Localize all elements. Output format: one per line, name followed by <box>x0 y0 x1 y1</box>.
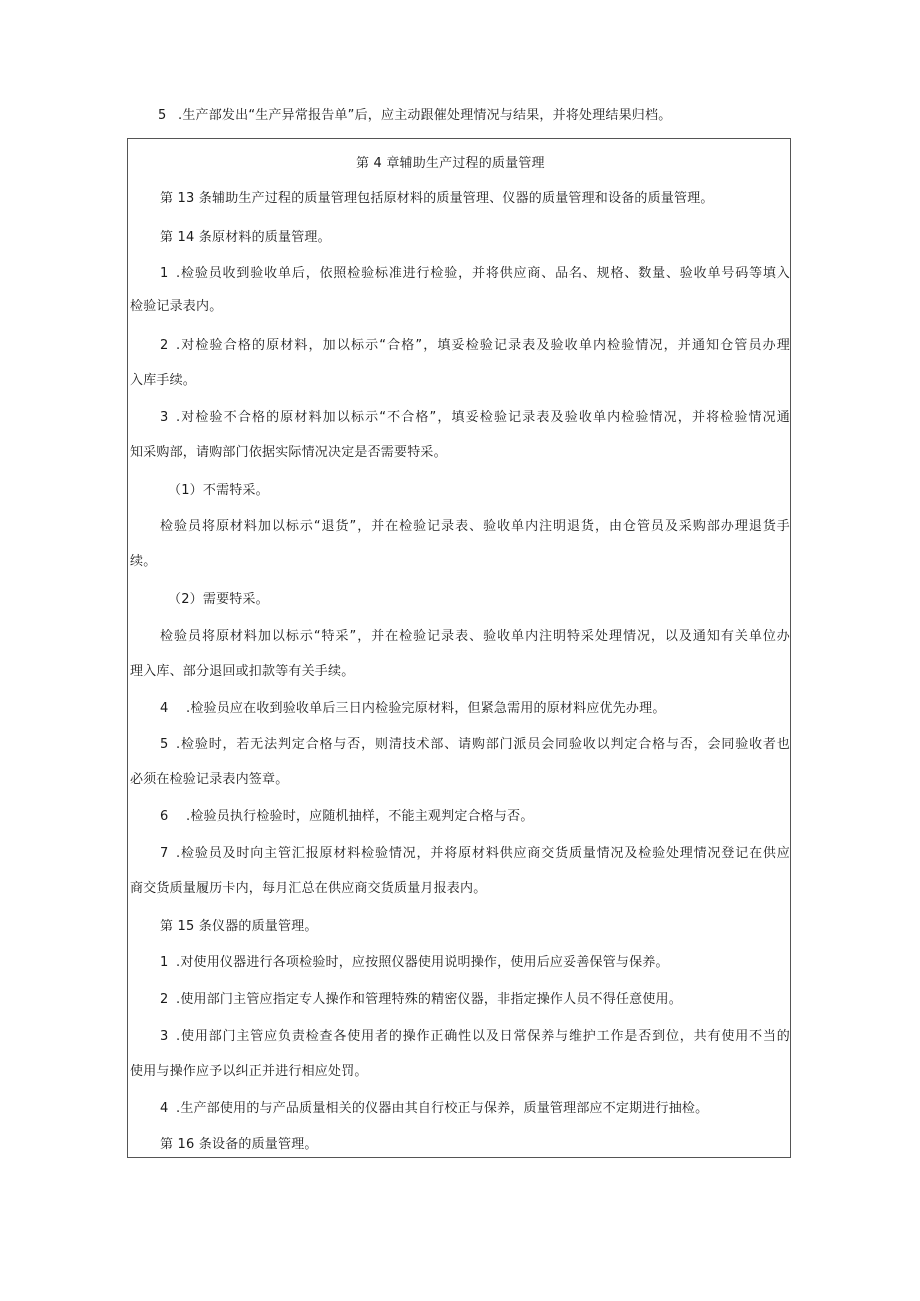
article-14-item-5-line-1 <box>160 736 790 754</box>
item-text: .检验员应在收到验收单后三日内检验完原材料，但紧急需用的原材料应优先办理。 <box>186 701 666 716</box>
article-14-item-5-line-2: 必须在检验记录表内签章。 <box>130 772 289 787</box>
item-number: 6 <box>160 809 169 824</box>
item-number: 1 <box>160 266 169 281</box>
item-text: .使用部门主管应指定专人操作和管理特殊的精密仪器，非指定操作人员不得任意使用。 <box>176 992 682 1007</box>
article-14-title: 第 14 条原材料的质量管理。 <box>160 230 331 245</box>
sub-2-title: （2）需要特采。 <box>168 592 269 607</box>
item-number: 3 <box>160 410 169 425</box>
item-text: .对检验不合格的原材料加以标示“不合格”，填妥检验记录表及验收单内检验情况，并将检验情况通 <box>176 410 790 425</box>
top-item-number: 5 <box>158 108 167 123</box>
article-13: 第 13 条辅助生产过程的质量管理包括原材料的质量管理、仪器的质量管理和设备的质量管理。 <box>160 191 714 206</box>
article-14-item-1-line-1 <box>160 265 790 283</box>
article-14-item-3-line-1 <box>160 409 790 427</box>
article-14-item-7-line-2: 商交货质量履历卡内，每月汇总在供应商交货质量月报表内。 <box>130 881 487 896</box>
article-14-item-2-line-1 <box>160 337 790 355</box>
article-15-item-2 <box>160 991 682 1009</box>
item-text: .检验员执行检验时，应随机抽样，不能主观判定合格与否。 <box>186 809 534 824</box>
sub-2-line-2: 理入库、部分退回或扣款等有关手续。 <box>130 664 355 679</box>
item-number: 2 <box>160 338 169 353</box>
item-text: .检验员及时向主管汇报原材料检验情况，并将原材料供应商交货质量情况及检验处理情况登记在供应 <box>176 846 790 861</box>
sub-1-line-1: 检验员将原材料加以标示“退货”，并在检验记录表、验收单内注明退货，由仓管员及采购部办理退货手 <box>160 519 790 534</box>
item-number: 5 <box>160 737 169 752</box>
article-14-item-4 <box>160 700 666 718</box>
article-14-item-2-line-2: 入库手续。 <box>130 373 197 388</box>
item-text: .生产部使用的与产品质量相关的仪器由其自行校正与保养，质量管理部应不定期进行抽检。 <box>176 1101 709 1116</box>
article-14-item-6 <box>160 808 534 826</box>
item-number: 4 <box>160 1101 169 1116</box>
article-15-item-1 <box>160 954 669 972</box>
article-14-item-1-line-2: 检验记录表内。 <box>130 299 223 314</box>
article-15-title: 第 15 条仪器的质量管理。 <box>160 919 318 934</box>
chapter-title: 第 4 章辅助生产过程的质量管理 <box>356 156 545 171</box>
article-14-item-7-line-1 <box>160 845 790 863</box>
article-15-item-4 <box>160 1100 708 1118</box>
item-text: .检验员收到验收单后，依照检验标准进行检验，并将供应商、品名、规格、数量、验收单号码等填入 <box>176 266 790 281</box>
item-number: 1 <box>160 955 169 970</box>
item-number: 2 <box>160 992 169 1007</box>
item-number: 4 <box>160 701 169 716</box>
item-text: .检验时，若无法判定合格与否，则清技术部、请购部门派员会同验收以判定合格与否，会同验收者也 <box>176 737 790 752</box>
article-15-item-3-line-1 <box>160 1028 790 1046</box>
top-item-text: .生产部发出“生产异常报告单”后，应主动跟催处理情况与结果，并将处理结果归档。 <box>178 108 672 123</box>
item-number: 3 <box>160 1029 169 1044</box>
article-16-title: 第 16 条设备的质量管理。 <box>160 1137 318 1152</box>
item-text: .对使用仪器进行各项检验时，应按照仪器使用说明操作，使用后应妥善保管与保养。 <box>176 955 669 970</box>
sub-2-line-1: 检验员将原材料加以标示“特采”，并在检验记录表、验收单内注明特采处理情况，以及通知有关单位办 <box>160 629 790 644</box>
article-14-item-3-line-2: 知采购部，请购部门依据实际情况决定是否需要特采。 <box>130 445 447 460</box>
item-text: .使用部门主管应负责检查各使用者的操作正确性以及日常保养与维护工作是否到位，共有使用不当的 <box>176 1029 790 1044</box>
article-15-item-3-line-2: 使用与操作应予以纠正并进行相应处罚。 <box>130 1064 368 1079</box>
item-number: 7 <box>160 846 169 861</box>
item-text: .对检验合格的原材料，加以标示“合格”，填妥检验记录表及验收单内检验情况，并通知仓管员办理 <box>176 338 790 353</box>
sub-1-title: （1）不需特采。 <box>168 483 269 498</box>
sub-1-line-2: 续。 <box>130 554 157 569</box>
top-item <box>158 107 671 125</box>
